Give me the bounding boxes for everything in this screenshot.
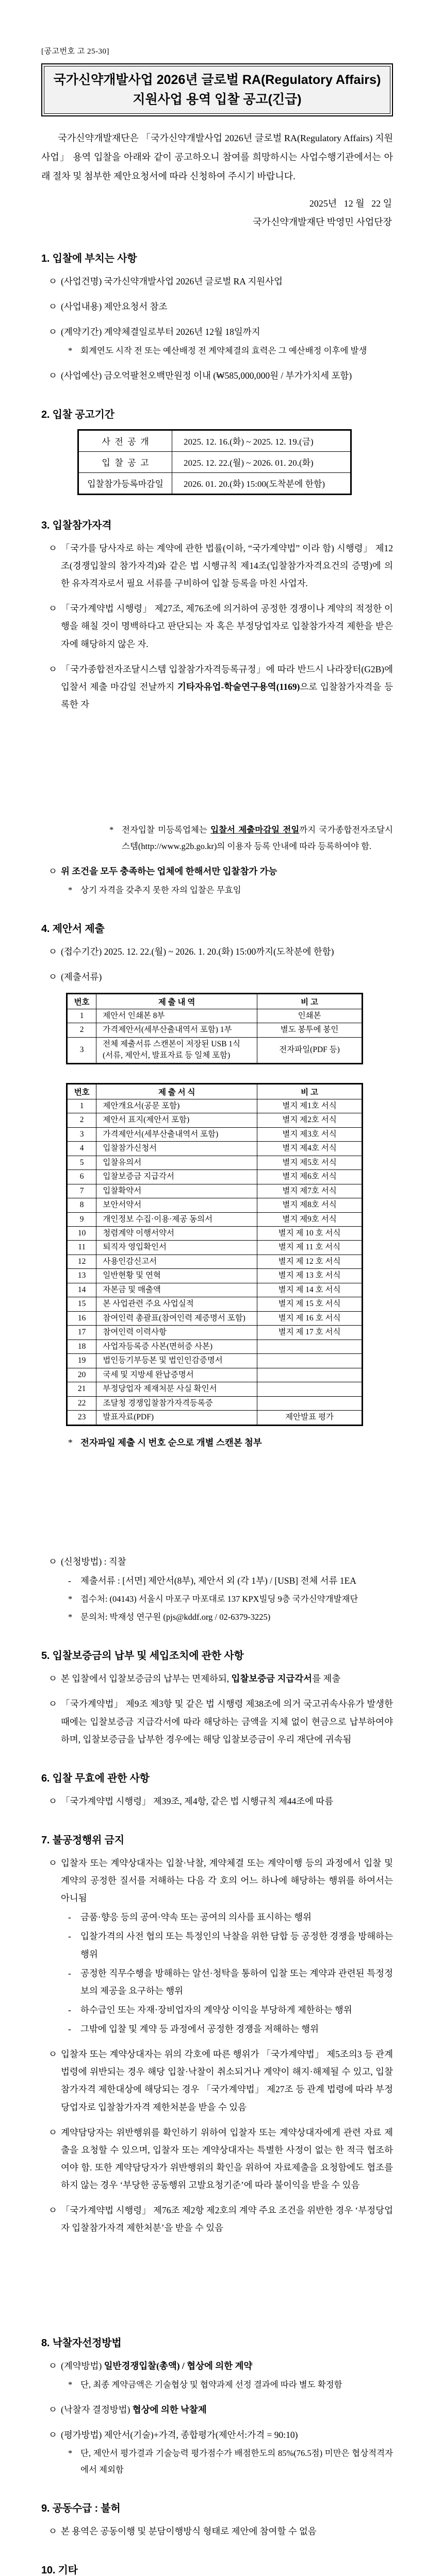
- row-number: 21: [67, 1382, 96, 1396]
- row-description: 사용인감신고서: [96, 1255, 257, 1268]
- bullet-marker: *: [68, 345, 73, 355]
- table-row: [67, 1311, 363, 1325]
- row-note: 인쇄본: [257, 1009, 363, 1023]
- bullet-marker: -: [68, 1912, 71, 1923]
- row-number: 12: [67, 1255, 96, 1268]
- table-row: [67, 1127, 363, 1141]
- paragraph-text: 「국가계약법 시행령」 제27조, 제76조에 의거하여 공정한 경쟁이나 계약의 적정한 이행을 해칠 것이 명백하다고 판단되는 자 혹은 부정당업자로 입찰참가자격 제한을 받은 자에 해당하지 않은 자.: [61, 603, 393, 649]
- section-8-heading: 8. 낙찰자선정방법: [41, 2337, 122, 2349]
- paragraph-text: 「국가계약법 시행령」 제76조 제2항 제2호의 계약 주요 조건을 위반한 경우 ‘부정당업자 입찰참가자격 제한처분’을 받을 수 있음: [61, 2205, 393, 2233]
- row-number: 4: [67, 1142, 96, 1156]
- row-description: 참여인력 이력사항: [96, 1326, 257, 1340]
- bullet-marker: ㅇ: [48, 1556, 57, 1567]
- row-note: 별지 제3호 서식: [257, 1127, 363, 1141]
- row-description: 사업자등록증 사본(면허증 사본): [96, 1340, 257, 1353]
- page-break-gap: [41, 713, 393, 814]
- paragraph-text: 그밖에 입찰 및 계약 등 과정에서 공정한 경쟁을 저해하는 행위: [80, 2024, 319, 2035]
- row-note: 별지 제 15 호 서식: [257, 1297, 363, 1311]
- section-3-eligibility: [41, 517, 393, 899]
- bullet-marker: ㅇ: [48, 866, 57, 877]
- paragraph-text: 계약담당자는 위반행위를 확인하기 위하여 입찰자 또는 계약상대자에게 관련 자료 제출을 요청할 수 있으며, 입찰자 또는 계약상대자는 특별한 사정이 없는 한 적극 협조하여야 함. 또한 계약담당자가 위반행위의 확인을 위하여 자료제출을 요청함에도 협조를 하지 않는 경우 ‘부당한 공동행위 고발요청기준’에 따라 불이익을 받을 수 있음: [61, 2127, 393, 2191]
- paragraph-text: 입찰자 또는 계약상대자는 위의 각호에 따른 행위가 「국가계약법」 제5조의3 등 관계 법령에 위반되는 경우 해당 입찰·낙찰이 취소되거나 계약이 해지·해제될 수 있고, 입찰참가자격 제한대상에 해당되는 경우 「국가계약법」 제27조 등 관계 법령에 따라 부정당업자로 입찰참가자격 제한처분을 받을 수 있음: [61, 2049, 393, 2112]
- paragraph-text: (신청방법) : 직찰: [61, 1556, 126, 1567]
- table-row: [67, 1142, 363, 1156]
- row-number: 2: [67, 1023, 96, 1037]
- table-row: [67, 1241, 363, 1255]
- table-row: [67, 1340, 363, 1353]
- section-5-heading: 5. 입찰보증금의 납부 및 세입조치에 관한 사항: [41, 1650, 244, 1662]
- bullet-marker: ㅇ: [48, 1699, 57, 1709]
- section-10-misc: [41, 2562, 393, 2576]
- paragraph-text: 단, 제안서 평가결과 기술능력 평가점수가 배점한도의 85%(76.5점) 미만은 협상적격자에서 제외함: [80, 2448, 393, 2475]
- row-description: 가격제안서(세부산출내역서 포함): [96, 1127, 257, 1141]
- table-header-row: [67, 1083, 363, 1099]
- bullet-marker: ㅇ: [48, 1673, 57, 1684]
- bullet-marker: ㅇ: [48, 946, 57, 957]
- row-note: [257, 1354, 363, 1368]
- section-4-paragraphs-top: [41, 943, 393, 986]
- row-description: 청렴계약 이행서약서: [96, 1227, 257, 1241]
- section-9-paragraphs: [41, 2522, 393, 2540]
- paragraph: [48, 273, 393, 290]
- table-row: [67, 1113, 363, 1127]
- row-number: 5: [67, 1156, 96, 1170]
- row-number: 22: [67, 1396, 96, 1410]
- row-number: 11: [67, 1241, 96, 1255]
- row-note: 제안발표 평가: [257, 1411, 363, 1425]
- paragraph: [68, 1591, 393, 1607]
- row-note: 별도 봉투에 봉인: [257, 1023, 363, 1037]
- document-title: [44, 66, 390, 114]
- section-9-heading: 9. 공동수급 : 불허: [41, 2503, 121, 2515]
- paragraph-text: 전자입찰 미등록업체는 입찰서 제출마감일 전일까지 국가종합전자조달시스템(http://www.g2b.go.kr)의 이용자 등록 안내에 따라 등록하여야 함.: [122, 825, 393, 852]
- paragraph: [48, 367, 393, 384]
- paragraph-text: (사업내용) 제안요청서 참조: [61, 301, 168, 312]
- bullet-marker: ㅇ: [48, 327, 57, 337]
- schedule-value: 2026. 01. 20.(화) 15:00(도착분에 한함): [172, 472, 351, 494]
- row-number: 18: [67, 1340, 96, 1353]
- table-row: [67, 1382, 363, 1396]
- row-number: 3: [67, 1127, 96, 1141]
- paragraph: [48, 2426, 393, 2444]
- bullet-marker: ㅇ: [48, 1857, 57, 1868]
- section-5-paragraphs: [41, 1670, 393, 1748]
- table-row: [67, 1023, 363, 1037]
- bullet-marker: -: [68, 2004, 71, 2015]
- bullet-marker: ㅇ: [48, 2127, 57, 2138]
- row-note: 별지 제 12 호 서식: [257, 1255, 363, 1268]
- row-number: 19: [67, 1354, 96, 1368]
- paragraph-text: 문의처: 박재성 연구원 (pjs@kddf.org / 02-6379-3225): [80, 1612, 271, 1622]
- paragraph: [68, 1434, 393, 1451]
- bullet-marker: *: [68, 1594, 73, 1604]
- row-number: 7: [67, 1184, 96, 1198]
- bullet-marker: -: [68, 1968, 71, 1978]
- row-description: 입찰보증금 지급각서: [96, 1170, 257, 1184]
- col-header-note: 비 고: [257, 1083, 363, 1099]
- paragraph: [48, 2522, 393, 2540]
- row-note: 별지 제6호 서식: [257, 1170, 363, 1184]
- bullet-marker: ㅇ: [48, 543, 57, 553]
- row-number: 3: [67, 1037, 96, 1063]
- section-3-paragraphs-a: [41, 539, 393, 713]
- submission-forms-table: [66, 1083, 363, 1426]
- paragraph-text: (계약방법) 일반경쟁입찰(총액) / 협상에 의한 계약: [61, 2361, 253, 2371]
- table-row: [67, 1009, 363, 1023]
- row-note: 별지 제 11 호 서식: [257, 1241, 363, 1255]
- schedule-label: 사 전 공 개: [78, 430, 172, 451]
- bullet-marker: ㅇ: [48, 664, 57, 674]
- section-2-notice-period: [41, 406, 393, 495]
- paragraph: [48, 943, 393, 960]
- row-description: 제안서 인쇄본 8부: [96, 1009, 257, 1023]
- row-note: 별지 제8호 서식: [257, 1198, 363, 1212]
- table-row: [67, 1396, 363, 1410]
- row-note: [257, 1382, 363, 1396]
- row-description: 입찰확약서: [96, 1184, 257, 1198]
- row-note: 별지 제 17 호 서식: [257, 1326, 363, 1340]
- section-1-paragraphs: [41, 273, 393, 384]
- row-description: 부정당업자 제재처분 사실 확인서: [96, 1382, 257, 1396]
- section-8-paragraphs: [41, 2357, 393, 2478]
- bullet-marker: -: [68, 2024, 71, 2035]
- row-number: 8: [67, 1198, 96, 1212]
- paragraph: [48, 539, 393, 592]
- row-number: 10: [67, 1227, 96, 1241]
- table-row: [67, 1212, 363, 1226]
- row-note: [257, 1340, 363, 1353]
- signer: 국가신약개발재단 박영민 사업단장: [253, 217, 392, 228]
- table-row: [67, 1184, 363, 1198]
- table-row: [67, 1283, 363, 1297]
- paragraph-text: 접수처: (04143) 서울시 마포구 마포대로 137 KPX빌딩 9층 국가신약개발재단: [80, 1594, 358, 1604]
- row-note: 별지 제 14 호 서식: [257, 1283, 363, 1297]
- paragraph-text: 「국가종합전자조달시스템 입찰참가자격등록규정」에 따라 반드시 나라장터(G2B)에 입찰서 제출 마감일 전날까지 기타자유업-학술연구용역(1169)으로 입찰참가자격을 등록한 자: [61, 664, 393, 709]
- col-header-form: 제 출 서 식: [96, 1083, 257, 1099]
- paragraph: [48, 2201, 393, 2236]
- bullet-marker: *: [109, 825, 114, 835]
- row-description: 제안서 표지(제안서 포함): [96, 1113, 257, 1127]
- paragraph: [109, 822, 393, 855]
- section-5-bid-bond: [41, 1647, 393, 1748]
- row-number: 17: [67, 1326, 96, 1340]
- section-6-heading: 6. 입찰 무효에 관한 사항: [41, 1772, 150, 1784]
- row-description: 개인정보 수집·이용·제공 동의서: [96, 1212, 257, 1226]
- paragraph: [48, 1695, 393, 1748]
- paragraph-text: (제출서류): [61, 971, 102, 982]
- table-row: [67, 1368, 363, 1382]
- paragraph: [48, 1854, 393, 1907]
- paragraph: [68, 1908, 393, 1926]
- row-description-line2: (서류, 제안서, 발표자료 등 일체 포함): [103, 1051, 231, 1060]
- col-header-no: 번호: [67, 1083, 96, 1099]
- section-6-invalid-bids: [41, 1770, 393, 1810]
- section-4-paragraphs-bottom: [41, 1553, 393, 1626]
- bullet-marker: ㅇ: [48, 370, 57, 381]
- paragraph-text: 회계연도 시작 전 또는 예산배정 전 계약체결의 효력은 그 예산배정 이후에 발생: [80, 345, 367, 355]
- table-gap: [41, 1064, 393, 1076]
- section-4-note: [41, 1434, 393, 1451]
- paragraph: [68, 2020, 393, 2038]
- row-number: 13: [67, 1269, 96, 1283]
- bullet-marker: *: [68, 1612, 73, 1622]
- row-description: 퇴직자 영입확인서: [96, 1241, 257, 1255]
- row-description: 국세 및 지방세 완납증명서: [96, 1368, 257, 1382]
- table-row: [67, 1354, 363, 1368]
- table-row: [67, 1198, 363, 1212]
- bullet-marker: ㅇ: [48, 2404, 57, 2415]
- paragraph: [48, 323, 393, 341]
- schedule-value: 2025. 12. 16.(화) ~ 2025. 12. 19.(금): [172, 430, 351, 451]
- schedule-label: 입 찰 공 고: [78, 451, 172, 472]
- paragraph-text: 입찰자 또는 계약상대자는 입찰·낙찰, 계약체결 또는 계약이행 등의 과정에서 입찰 및 계약의 공정한 질서를 저해하는 다음 각 호의 어느 하나에 해당하는 행위를 하여서는 아니됨: [61, 1857, 393, 1904]
- paragraph: [68, 2001, 393, 2019]
- row-description: 일반현황 및 연혁: [96, 1269, 257, 1283]
- table-row: [67, 1326, 363, 1340]
- row-note: 별지 제9호 서식: [257, 1212, 363, 1226]
- paragraph: [68, 882, 393, 899]
- bullet-marker: -: [68, 1931, 71, 1942]
- paragraph-text: 「국가를 당사자로 하는 계약에 관한 법률(이하, “국가계약법” 이라 함) 시행령」 제12조(경쟁입찰의 참가자격)와 같은 법 시행규칙 제14조(입찰참가자격요건의 증명)에 의한 유자격자로서 필요 서류를 구비하여 입찰 등록을 마친 사업자.: [61, 543, 393, 589]
- row-number: 14: [67, 1283, 96, 1297]
- table-row: [67, 1269, 363, 1283]
- row-number: 15: [67, 1297, 96, 1311]
- table-row: [67, 1227, 363, 1241]
- section-10-heading: 10. 기타: [41, 2565, 78, 2576]
- table-header-row: [67, 993, 363, 1009]
- bullet-marker: ㅇ: [48, 2049, 57, 2060]
- intro-paragraph: 국가신약개발재단은 「국가신약개발사업 2026년 글로벌 RA(Regulatory Affairs) 지원사업」 용역 입찰을 아래와 같이 공고하오니 참여를 희망하시는 사업수행기관에서는 아래 절차 및 첨부한 제안요청서에 따라 신청하여 주시기 바랍니다.: [41, 133, 393, 182]
- section-6-paragraphs: [41, 1792, 393, 1810]
- paragraph: [48, 1553, 393, 1570]
- table-row: [67, 1099, 363, 1113]
- row-description: 자본금 및 매출액: [96, 1283, 257, 1297]
- schedule-row: [78, 430, 351, 451]
- paragraph-text: 전자파일 제출 시 번호 순으로 개별 스캔본 첨부: [80, 1437, 262, 1448]
- notice-number: [공고번호 고 25-30]: [41, 47, 109, 56]
- submission-items-table: [66, 993, 363, 1064]
- bullet-marker: ㅇ: [48, 2429, 57, 2440]
- bullet-marker: *: [68, 2379, 73, 2389]
- paragraph: [68, 343, 393, 359]
- paragraph: [68, 1964, 393, 1999]
- paragraph-text: 하수급인 또는 자재·장비업자의 계약상 이익을 부당하게 제한하는 행위: [80, 2004, 352, 2015]
- paragraph: [68, 1572, 393, 1589]
- row-note: [257, 1368, 363, 1382]
- bullet-marker: ㅇ: [48, 603, 57, 614]
- table-row: [67, 1170, 363, 1184]
- row-number: 1: [67, 1009, 96, 1023]
- row-note: 전자파일(PDF 등): [257, 1037, 363, 1063]
- table-row: [67, 1411, 363, 1425]
- row-description: 법인등기부등본 및 법인인감증명서: [96, 1354, 257, 1368]
- paragraph-text: (계약기간) 계약체결일로부터 2026년 12월 18일까지: [61, 327, 260, 337]
- schedule-row: [78, 451, 351, 472]
- paragraph-text: 본 입찰에서 입찰보증금의 납부는 면제하되, 입찰보증금 지급각서를 제출: [61, 1673, 341, 1684]
- row-description: 입찰유의서: [96, 1156, 257, 1170]
- bid-schedule-table: [77, 429, 352, 495]
- table-row: [67, 1156, 363, 1170]
- paragraph: [48, 298, 393, 315]
- section-1-heading: 1. 입찰에 부치는 사항: [41, 253, 137, 265]
- row-note: [257, 1396, 363, 1410]
- row-note: 별지 제2호 서식: [257, 1113, 363, 1127]
- section-9-joint-contracting: [41, 2500, 393, 2540]
- section-4-heading: 4. 제안서 제출: [41, 923, 105, 935]
- section-2-heading: 2. 입찰 공고기간: [41, 409, 114, 420]
- bullet-marker: ㅇ: [48, 2361, 57, 2371]
- paragraph: [68, 1927, 393, 1962]
- bullet-marker: ㅇ: [48, 2526, 57, 2537]
- paragraph-text: 본 용역은 공동이행 및 분담이행방식 형태로 제안에 참여할 수 없음: [61, 2526, 317, 2537]
- announcement-date: 2025년 12 월 22 일: [309, 198, 392, 209]
- section-7-paragraphs: [41, 1854, 393, 2237]
- row-number: 9: [67, 1212, 96, 1226]
- paragraph-text: 제출서류 : [서면] 제안서(8부), 제안서 외 (각 1부) / [USB] 전체 서류 1EA: [80, 1575, 356, 1586]
- bullet-marker: ㅇ: [48, 301, 57, 312]
- page-break-gap: [41, 1451, 393, 1545]
- col-header-note: 비 고: [257, 993, 363, 1009]
- row-description: 본 사업관련 주요 사업실적: [96, 1297, 257, 1311]
- row-description: 전체 제출서류 스캔본이 저장된 USB 1식 (서류, 제안서, 발표자료 등 일체 포함): [96, 1037, 257, 1063]
- row-note: 별지 제 16 호 서식: [257, 1311, 363, 1325]
- bullet-marker: *: [68, 2448, 73, 2458]
- title-line-1: 국가신약개발사업 2026년 글로벌 RA(Regulatory Affairs): [53, 73, 381, 87]
- row-note: 별지 제5호 서식: [257, 1156, 363, 1170]
- section-1-bid-items: [41, 250, 393, 384]
- paragraph-text: (평가방법) 제안서(기술)+가격, 종합평가(제안서:가격 = 90:10): [61, 2429, 298, 2440]
- section-8-winner-selection: [41, 2334, 393, 2478]
- paragraph: [48, 2357, 393, 2375]
- bullet-marker: -: [68, 1575, 71, 1586]
- row-description: 가격제안서(세부산출내역서 포함) 1부: [96, 1023, 257, 1037]
- page-break-gap: [41, 2236, 393, 2313]
- paragraph: [48, 862, 393, 880]
- section-3-paragraphs-b: [41, 822, 393, 899]
- section-3-heading: 3. 입찰참가자격: [41, 519, 112, 531]
- paragraph: [68, 2445, 393, 2478]
- paragraph-text: 단, 최종 계약금액은 기술협상 및 협약과제 선정 결과에 따라 별도 확정함: [80, 2379, 342, 2389]
- paragraph-text: 「국가계약법」 제9조 제3항 및 같은 법 시행령 제38조에 의거 국고귀속사유가 발생한 때에는 입찰보증금 지급각서에 따라 해당하는 금액을 지체 없이 현금으로 납부하여야 하며, 입찰보증금을 납부한 경우에는 해당 입찰보증금이 우리 재단에 귀속됨: [61, 1699, 393, 1744]
- paragraph-text: 입찰가격의 사전 협의 또는 특정인의 낙찰을 위한 담합 등 공정한 경쟁을 방해하는 행위: [80, 1931, 393, 1959]
- row-number: 20: [67, 1368, 96, 1382]
- section-7-unfair-practices: [41, 1832, 393, 2237]
- paragraph: [48, 600, 393, 652]
- row-note: 별지 제7호 서식: [257, 1184, 363, 1198]
- paragraph: [48, 1670, 393, 1687]
- row-description: 발표자료(PDF): [96, 1411, 257, 1425]
- schedule-row: [78, 472, 351, 494]
- row-number: 6: [67, 1170, 96, 1184]
- bullet-marker: ㅇ: [48, 971, 57, 982]
- paragraph: [68, 1609, 393, 1625]
- row-description: 참여인력 총괄표(참여인력 제증명서 포함): [96, 1311, 257, 1325]
- title-line-2: 지원사업 용역 입찰 공고(긴급): [133, 92, 302, 107]
- schedule-label: 입찰참가등록마감일: [78, 472, 172, 494]
- table-row: [67, 1037, 363, 1063]
- paragraph-text: (낙찰자 결정방법) 협상에 의한 낙찰제: [61, 2404, 207, 2415]
- row-description: 입찰참가신청서: [96, 1142, 257, 1156]
- paragraph-text: (접수기간) 2025. 12. 22.(월) ~ 2026. 1. 20.(화) 15:00까지(도착분에 한함): [61, 946, 334, 957]
- paragraph-text: (사업예산) 금오억팔천오백만원정 이내 (₩585,000,000원 / 부가가치세 포함): [61, 370, 352, 381]
- col-header-no: 번호: [67, 993, 96, 1009]
- section-7-heading: 7. 불공정행위 금지: [41, 1834, 124, 1846]
- paragraph-text: 「국가계약법 시행령」 제39조, 제4항, 같은 법 시행규칙 제44조에 따름: [61, 1795, 334, 1806]
- paragraph-text: 금품·향응 등의 공여·약속 또는 공여의 의사를 표시하는 행위: [80, 1912, 312, 1923]
- row-description: 조달청 경쟁입찰참가자격등록증: [96, 1396, 257, 1410]
- schedule-value: 2025. 12. 22.(월) ~ 2026. 01. 20.(화): [172, 451, 351, 472]
- row-note: 별지 제4호 서식: [257, 1142, 363, 1156]
- paragraph: [48, 968, 393, 986]
- row-number: 16: [67, 1311, 96, 1325]
- row-note: 별지 제 10 호 서식: [257, 1227, 363, 1241]
- row-number: 23: [67, 1411, 96, 1425]
- table-row: [67, 1297, 363, 1311]
- section-4-proposal-submission: [41, 920, 393, 1626]
- bullet-marker: *: [68, 1437, 73, 1448]
- bullet-marker: *: [68, 885, 73, 895]
- row-note: 별지 제 13 호 서식: [257, 1269, 363, 1283]
- paragraph-text: (사업건명) 국가신약개발사업 2026년 글로벌 RA 지원사업: [61, 276, 283, 287]
- row-description: 제안개요서(공문 포함): [96, 1099, 257, 1113]
- paragraph-text: 위 조건을 모두 충족하는 업체에 한해서만 입찰참가 가능: [61, 866, 277, 877]
- paragraph: [68, 2377, 393, 2393]
- col-header-item: 제 출 내 역: [96, 993, 257, 1009]
- paragraph-text: 상기 자격을 갖추지 못한 자의 입찰은 무효임: [80, 885, 241, 895]
- paragraph: [48, 1792, 393, 1810]
- bullet-marker: ㅇ: [48, 276, 57, 287]
- row-description: 보안서약서: [96, 1198, 257, 1212]
- title-box: [41, 63, 393, 116]
- paragraph: [48, 2124, 393, 2194]
- bullet-marker: ㅇ: [48, 1795, 57, 1806]
- paragraph-text: 공정한 직무수행을 방해하는 알선·청탁을 통하여 입찰 또는 계약과 관련된 특정정보의 제공을 요구하는 행위: [80, 1968, 393, 1996]
- row-number: 1: [67, 1099, 96, 1113]
- row-number: 2: [67, 1113, 96, 1127]
- paragraph: [48, 660, 393, 713]
- paragraph: [48, 2045, 393, 2116]
- paragraph: [48, 2401, 393, 2418]
- bullet-marker: ㅇ: [48, 2205, 57, 2216]
- table-row: [67, 1255, 363, 1268]
- row-note: 별지 제1호 서식: [257, 1099, 363, 1113]
